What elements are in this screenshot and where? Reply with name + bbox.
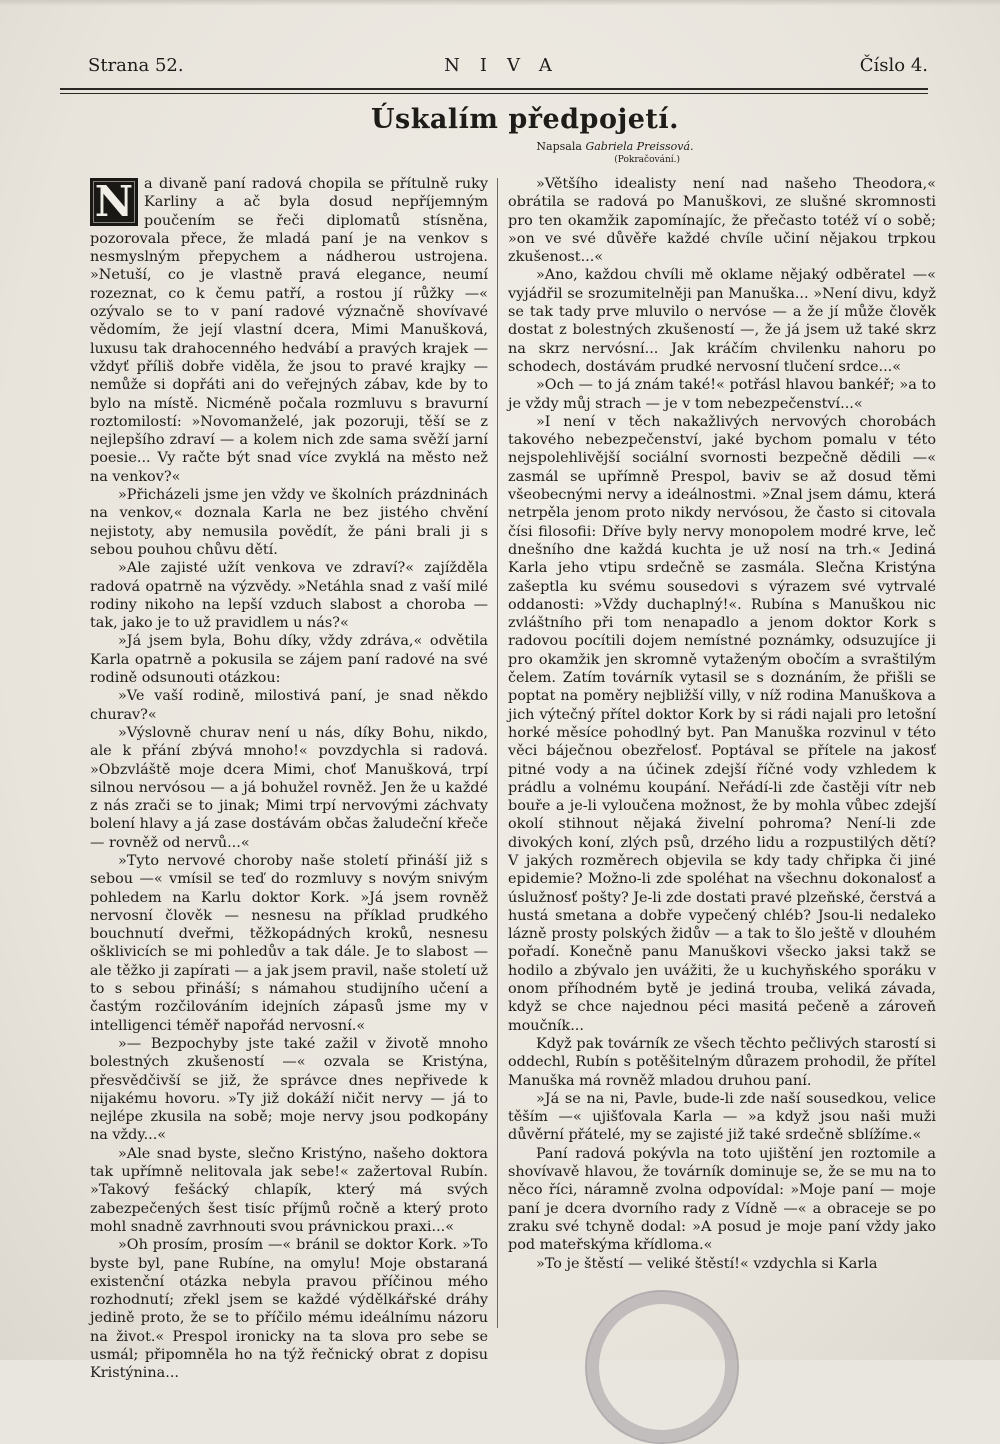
column-divider [497,178,498,1328]
paragraph: Paní radová pokývla na toto ujištění jen roztomile a shovívavě hlavou, že továrník dominuje se, že se mu na to něco říci, náramně zvolna odpovídal: »Moje paní — moje paní je dcera dvorního rady z Vídně —« a obraceje se po zraku své tchyně dodal: »A posud je moje paní vždy jako pod mateřskýma křídloma.« [508,1145,936,1254]
author-name: Gabriela Preissová. [585,140,694,153]
paragraph: »Výslovně churav není u nás, díky Bohu, nikdo, ale k přání zbývá mnoho!« povzdychla si radová. »Obzvláště moje dcera Mimi, choť Manušková, trpí silnou nervósou — a já bohužel rovněž. Jen že u každé z nás zrači se to jinak; Mimi trpí nervovými záchvaty bolení hlavy a já zase dostávám občas žaludeční křeče — rovněž od nervů...« [90,724,488,851]
paragraph: »Ano, každou chvíli mě oklame nějaký odběratel —« vyjádřil se srozumitelněji pan Manuška... »Není divu, když se tak tady prve mluvilo o nervóse — a že jí může člověk dostat z bolestných zkušeností —, že já jsem už také skrz na skrz nervósní... Jak kráčím chvilenku nahoru po schodech, dostávám prudké nervosní tlučení srdce...« [508,267,936,375]
page-number: Strana 52. [88,55,184,76]
left-column [90,175,488,1383]
continuation-note: (Pokračování.) [614,155,680,165]
paragraph: »Já se na ni, Pavle, bude-li zde naší sousedkou, velice těším —« ujišťovala Karla — »a když jsou naši muži důvěrní přátelé, my se zajisté již také srdečně sblížíme.« [508,1090,936,1144]
byline-prefix: Napsala [536,140,582,153]
paragraph: »I není v těch nakažlivých nervových chorobách takového nebezpečenství, jaké bychom pomalu v této nejspolehlivější sociální svornosti bezpečně dědili —« zasmál se upřímně Prespol, baviv se až dosud těmi všeobecnými nervy a ideálnostmi. »Znal jsem dámu, která netrpěla jenom proto nikdy nervósou, že často si citovala čísi filosofii: Dříve byly nervy monopolem modré krve, leč dnešního dne každá kuchta je už nosí na trh.« Jediná Karla jeho vtipu srdečně se zasmála. Slečna Kristýna zašeptla ku svému sousedovi s výrazem své vytrvalé oddanosti: »Vždy duchaplný!«. Rubína s Manuškou nic zvláštního při tom nenapadlo a jenom doktor Kork s radovou pocítili dojem nemístné poznámky, odsuzujíce ji pro okamžik jen skromně vytaženým obočím a svraštilým čelem. Zatím továrník vytasil se s doznáním, že přišli se poptat na poměry nejbližší villy, v níž rodina Manuškova a jich výtečný přítel doktor Kork by si rádi najali pro letošní horké měsíce pohodlný byt. Pan Manuška rozvinul v této věci báječnou obezřelosť. Poptával se přítele na jakosť pitné vody a na účinek zdejší říčné vody vzhledem k prádlu a volnému koupání. Neřádí-li zde častěji vítr neb bouře a je-li vyloučena možnost, že by mohla vůbec zdejší okolí stihnout nějaká živelní pohroma? Není-li zde divokých koní, zlých psů, drzého lidu a rozpustilých dětí? V jakých rozměrech objevila se kdy tady chřipka či jiné epidemie? Možno-li zde spoléhat na všechnu dokonalosť a úslužnosť pošty? Je-li zde dostati pravé plzeňské, čerstvá a hustá smetana a dobře vypečený chléb? Jsou-li nedaleko lázně prosty polských židův — a tak to šlo ještě v dlouhém pořadí. Konečně panu Manuškovi všecko jaksi takž se hodilo a zbývalo jen uvážiti, že u kuchyňského sporáku v onom příhodném bytě je jediná trouba, veliká závada, když se chce najednou péci masitá pečeně a zároveň moučník... [508,413,936,1034]
page-edge-shadow [0,0,1000,6]
journal-name: NIVA [444,55,572,76]
article-byline [380,140,850,153]
paragraph: »Ale snad byste, slečno Kristýno, našeho doktora tak upřímně nelitovala jak sebe!« zažertoval Rubín. »Takový fešácký chlapík, který má svých zabezpečených šest tisíc příjmů ročně a který proto mohl snadně zavrhnouti svou právnickou praxi...« [90,1145,488,1235]
paragraph: »Většího idealisty není nad našeho Theodora,« obrátila se radová po Manuškovi, ze slušné skromnosti pro ten okamžik zapomínajíc, že přečasto totéž ví o sobě; »on ve své důvěře každé chvíle učiní nějakou trpkou zkušenost...« [508,176,936,266]
issue-number: Číslo 4. [859,55,928,76]
paragraph: »Och — to já znám také!« potřásl hlavou bankéř; »a to je vždy můj strach — je v tom nebezpečenství...« [508,377,936,412]
paragraph: »Já jsem byla, Bohu díky, vždy zdráva,« odvětila Karla opatrně a pokusila se zájem paní radové na své rodině odsunouti otázkou: [90,633,488,687]
header-rule-thin [60,93,928,94]
paragraph: »To je štěstí — veliké štěstí!« vzdychla si Karla [536,1255,878,1272]
article-title: Úskalím předpojetí. [370,104,680,135]
drop-cap: N [90,178,138,226]
paragraph: Když pak továrník ze všech těchto pečlivých starostí si oddechl, Rubín s potěšitelným důrazem prohodil, že přítel Manuška má rovněž mladou druhou paní. [508,1035,936,1089]
paragraph: »Tyto nervové choroby naše století přináší již s sebou —« vmísil se teď do rozmluvy s novým snivým pohledem na Karlu doktor Kork. »Já jsem rovněž nervosní člověk — nesnesu na příklad prudkého bouchnutí dveřmi, těžkopádných kroků, nesnesu ošklivicích se mi pohledův a tak dále. Je to slabost — ale těžko ji zapírati — a jak jsem pravil, naše století už to s sebou přináší; s námahou studijního učení a častým rozčilováním idejních zápasů jsme my v intelligenci téměř napořád nervosní.« [90,852,488,1034]
paragraph: »Ale zajisté užít venkova ve zdraví?« zajížděla radová opatrně na výzvědy. »Netáhla snad z vaší milé rodiny nikoho na lepší vzduch slabost a choroba — tak, jako je to už pravidlem u nás?« [90,560,488,632]
right-column [508,175,936,1273]
paragraph: »Přicházeli jsme jen vždy ve školních prázdninách na venkov,« doznala Karla ne bez jistého chvění nejistoty, aby nemusila povědít, že páni brali ji s sebou pouhou chůvu dětí. [90,487,488,558]
paragraph: N a divaně paní radová chopila se přítulně ruky Karliny a ač byla dosud nepříjemným poučením se řeči diplomatů stísněna, pozorovala přece, že mladá paní je na venkov s nesmyslným přepychem a nádherou ustrojena. »Netuší, co je vlastně pravá elegance, neumí rozeznat, co k čemu patří, a rostou jí růžky —« ozývalo se to v paní radové význačně shovívavé vědomím, že její vlastní dcera, Mimi Manušková, luxusu tak drahocenného hedvábí a pravých krajek — vždyť příliš dobře viděla, že jsou to pravé krajky — nemůže si dopřáti ani do veřejných zábav, kde by to bylo na místě. Nicméně počala rozmluvu s bravurní roztomilostí: »Novomanželé, jak pozoruji, těší se z nejlepšího zdraví — a kolem nich zde sama svěží jarní poesie... Vy račte být snad více zvyklá na město než na venkov?« [90,176,488,485]
running-header [88,55,928,85]
paragraph: »Oh prosím, prosím —« bránil se doktor Kork. »To byste byl, pane Rubíne, na omylu! Moje obstaraná existenční otázka nebyla pravou příčinou mého rozhodnutí; zřekl jsem se každé výdělkářské dráhy jedině proto, že se to příčilo mému ideálnímu názoru na život.« Prespol ironicky na ta slova pro sebe se usmál; připomněla ho na týž řečnický obrat z dopisu Kristýnina... [90,1237,488,1382]
paragraph: »Ve vaší rodině, milostivá paní, je snad někdo churav?« [90,688,488,723]
header-rule-thick [60,88,928,90]
paragraph: »— Bezpochyby jste také zažil v životě mnoho bolestných zkušeností —« ozvala se Kristýna, přesvědčivší se již, že správce dnes nepřivede k nijakému hovoru. »Ty již dokáží ničit nervy — já to nejlépe zkusila na sobě; moje nervy jsou podkopány na vždy...« [90,1035,488,1144]
library-stamp [585,1290,739,1444]
